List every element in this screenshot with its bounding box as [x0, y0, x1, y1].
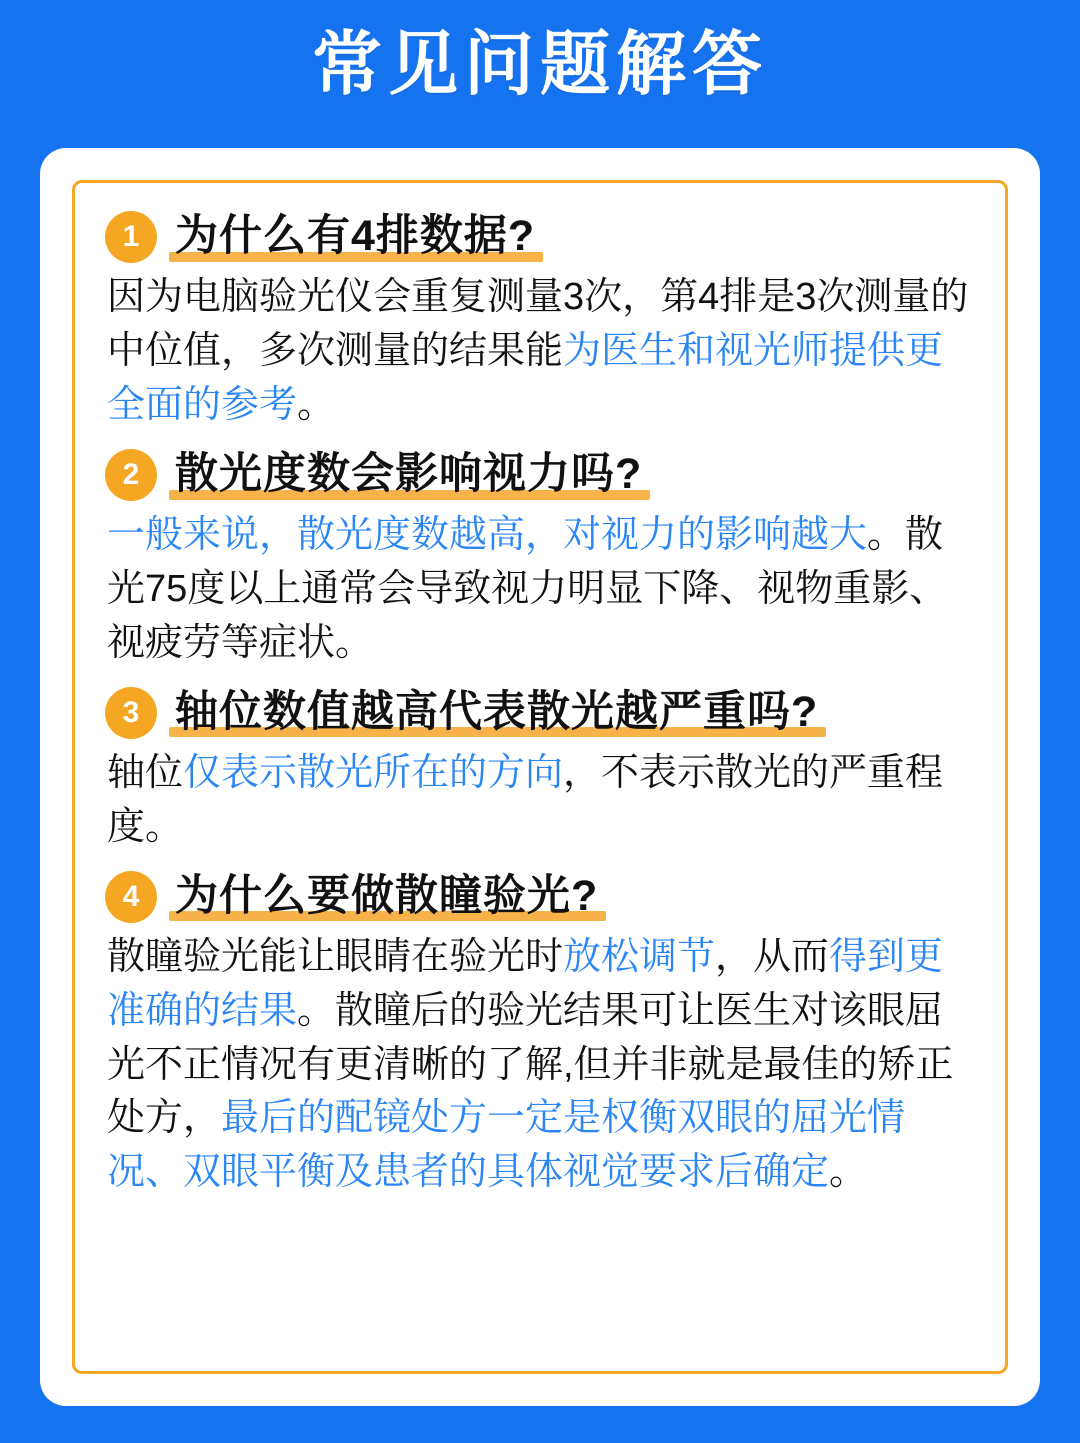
faq-question-row [105, 687, 975, 739]
answer-plain-span: 。 [297, 383, 336, 426]
answer-highlight-span: 最后的配镜处方一定是权衡双眼的屈光情况、双眼平衡及患者的具体视觉要求后确定 [107, 1097, 906, 1194]
faq-question-text: 轴位数值越高代表散光越严重吗? [175, 688, 819, 736]
faq-answer-text [105, 931, 975, 1201]
faq-number-badge: 4 [105, 871, 157, 923]
answer-highlight-span: 为医生和视光师提供更全面的参考 [107, 329, 944, 426]
faq-question-text: 散光度数会影响视力吗? [175, 450, 643, 499]
faq-item [105, 211, 975, 433]
faq-inner-frame [72, 180, 1008, 1374]
faq-number-badge: 3 [105, 687, 157, 739]
answer-plain-span: 。散光75度以上通常会导致视力明显下降、视物重影、视疲劳等症状。 [107, 513, 948, 664]
answer-plain-span: ，从而 [715, 935, 830, 978]
faq-question-wrap [175, 872, 598, 921]
faq-item [105, 687, 975, 855]
faq-question-wrap [175, 450, 642, 499]
faq-answer-text [105, 509, 975, 671]
faq-card [40, 148, 1040, 1406]
faq-number-badge: 2 [105, 449, 157, 501]
faq-answer-text [105, 271, 975, 433]
faq-question-row [105, 871, 975, 923]
answer-plain-span: 因为电脑验光仪会重复测量3次，第4排是3次测量的中位值，多次测量的结果能 [107, 276, 969, 372]
answer-highlight-span: 放松调节 [563, 935, 716, 978]
faq-item [105, 449, 975, 671]
faq-number-badge: 1 [105, 211, 157, 263]
answer-plain-span: 。散瞳后的验光结果可让医生对该眼屈光不正情况有更清晰的了解,但并非就是最佳的矫正处方， [107, 989, 954, 1140]
answer-highlight-span: 仅表示散光所在的方向 [183, 751, 564, 794]
faq-question-wrap [175, 688, 818, 737]
answer-highlight-span: 得到更准确的结果 [107, 935, 944, 1032]
faq-item [105, 871, 975, 1201]
answer-plain-span: ，不表示散光的严重程度。 [107, 751, 944, 848]
answer-plain-span: 轴位 [107, 751, 184, 794]
answer-highlight-span: 一般来说，散光度数越高，对视力的影响越大 [107, 513, 868, 556]
faq-question-text: 为什么有4排数据? [175, 212, 536, 261]
faq-question-wrap [175, 212, 535, 261]
answer-plain-span: 散瞳验光能让眼睛在验光时 [107, 935, 564, 978]
answer-plain-span: 。 [829, 1151, 868, 1194]
faq-question-row [105, 211, 975, 263]
faq-question-row [105, 449, 975, 501]
page-title: 常见问题解答 [312, 25, 768, 103]
faq-answer-text [105, 747, 975, 855]
faq-question-text: 为什么要做散瞳验光? [175, 871, 599, 920]
